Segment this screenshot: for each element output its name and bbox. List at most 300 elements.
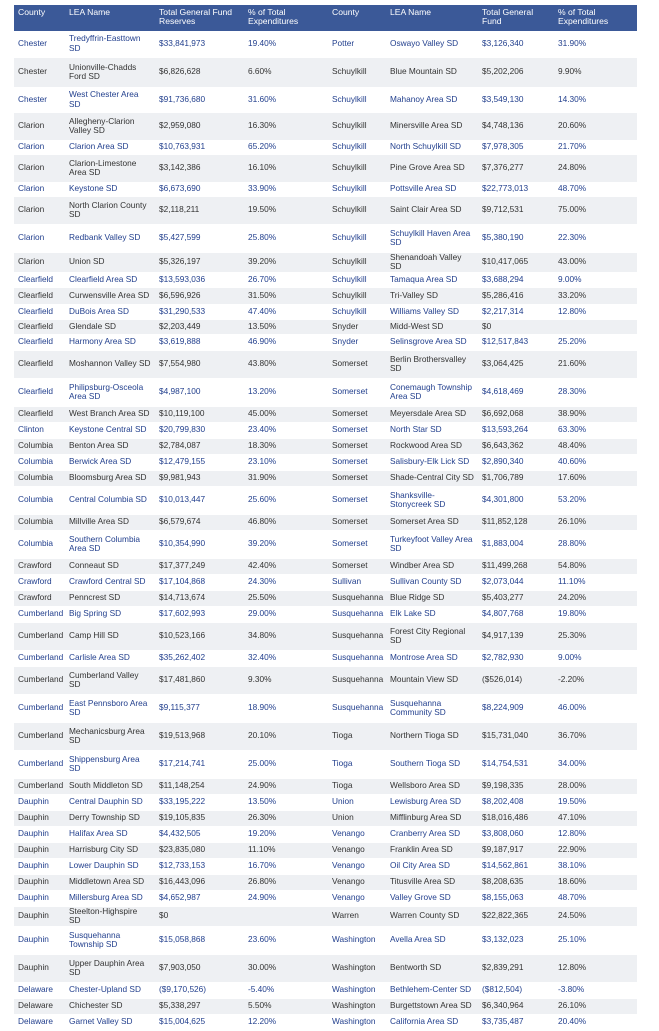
reserves-cell: $3,808,060 <box>478 826 554 842</box>
county-cell: Schuylkill <box>328 140 386 154</box>
pct-cell: 22.90% <box>554 842 637 858</box>
lea-name-cell: Montrose Area SD <box>386 650 478 666</box>
table-body <box>14 31 637 1030</box>
pct-cell: 18.30% <box>244 438 328 454</box>
lea-name-cell: North Schuylkill SD <box>386 140 478 154</box>
pct-cell: 25.10% <box>554 926 637 954</box>
county-cell: Union <box>328 810 386 826</box>
lea-name-cell: Lewisburg Area SD <box>386 794 478 810</box>
reserves-cell: $3,126,340 <box>478 31 554 57</box>
pct-cell: 63.30% <box>554 422 637 438</box>
reserves-cell: $18,016,486 <box>478 810 554 826</box>
county-cell: Dauphin <box>14 890 65 906</box>
table-row <box>14 287 637 304</box>
pct-cell: 26.70% <box>244 272 328 287</box>
lea-name-cell: Lower Dauphin SD <box>65 858 155 874</box>
reserves-cell: $23,835,080 <box>155 842 244 858</box>
pct-cell: 25.30% <box>554 622 637 650</box>
table-row <box>14 140 637 154</box>
county-cell: Dauphin <box>14 874 65 890</box>
lea-name-cell: Somerset Area SD <box>386 514 478 530</box>
pct-cell: 46.80% <box>244 514 328 530</box>
lea-name-cell: Forest City Regional SD <box>386 622 478 650</box>
reserves-cell: $5,326,197 <box>155 252 244 272</box>
pct-cell: 46.90% <box>244 334 328 350</box>
lea-name-cell: East Pennsboro Area SD <box>65 694 155 722</box>
lea-name-cell: Middletown Area SD <box>65 874 155 890</box>
pct-cell: 21.70% <box>554 140 637 154</box>
county-cell: Schuylkill <box>328 252 386 272</box>
lea-name-cell: North Clarion County SD <box>65 196 155 224</box>
lea-name-cell: Philipsburg-Osceola Area SD <box>65 378 155 406</box>
reserves-cell: $6,826,628 <box>155 57 244 87</box>
reserves-cell: $3,735,487 <box>478 1014 554 1030</box>
county-cell: Somerset <box>328 470 386 486</box>
lea-name-cell: Bentworth SD <box>386 954 478 982</box>
reserves-cell: $9,981,943 <box>155 470 244 486</box>
lea-name-cell: Tri-Valley SD <box>386 287 478 304</box>
county-cell: Schuylkill <box>328 154 386 182</box>
reserves-cell: $2,784,087 <box>155 438 244 454</box>
pct-cell: 28.00% <box>554 778 637 794</box>
table-row <box>14 874 637 890</box>
lea-name-cell: Camp Hill SD <box>65 622 155 650</box>
pct-cell: 45.00% <box>244 406 328 422</box>
lea-name-cell: Pottsville Area SD <box>386 182 478 196</box>
pct-cell: 75.00% <box>554 196 637 224</box>
reserves-cell: $10,354,990 <box>155 530 244 558</box>
county-cell: Dauphin <box>14 906 65 926</box>
reserves-cell: $5,427,599 <box>155 224 244 252</box>
county-cell: Schuylkill <box>328 182 386 196</box>
pct-cell: 19.80% <box>554 606 637 622</box>
county-cell: Dauphin <box>14 810 65 826</box>
reserves-cell: $6,673,690 <box>155 182 244 196</box>
table-row <box>14 224 637 252</box>
county-cell: Crawford <box>14 574 65 590</box>
lea-name-cell: Central Dauphin SD <box>65 794 155 810</box>
county-cell: Clearfield <box>14 378 65 406</box>
reserves-cell: $11,148,254 <box>155 778 244 794</box>
pct-cell: 11.10% <box>244 842 328 858</box>
pct-cell: 19.50% <box>554 794 637 810</box>
pct-cell: 19.40% <box>244 31 328 57</box>
reserves-cell: $6,596,926 <box>155 287 244 304</box>
pct-cell: 48.70% <box>554 182 637 196</box>
reserves-cell: $9,712,531 <box>478 196 554 224</box>
table-row <box>14 906 637 926</box>
county-cell: Clarion <box>14 112 65 140</box>
reserves-cell: ($9,170,526) <box>155 982 244 998</box>
county-cell: Cumberland <box>14 750 65 778</box>
county-cell: Schuylkill <box>328 57 386 87</box>
lea-name-cell: Conneaut SD <box>65 558 155 574</box>
lea-name-cell: Berlin Brothersvalley SD <box>386 350 478 378</box>
pct-cell: 26.10% <box>554 514 637 530</box>
reserves-cell: $11,499,268 <box>478 558 554 574</box>
table-row <box>14 826 637 842</box>
county-cell: Schuylkill <box>328 87 386 112</box>
reserves-cell: $33,195,222 <box>155 794 244 810</box>
county-cell: Columbia <box>14 486 65 514</box>
pct-cell: 19.20% <box>244 826 328 842</box>
county-cell: Clarion <box>14 196 65 224</box>
lea-name-cell: Southern Tioga SD <box>386 750 478 778</box>
reserves-cell: $2,839,291 <box>478 954 554 982</box>
reserves-cell: $8,202,408 <box>478 794 554 810</box>
reserves-cell: $15,731,040 <box>478 722 554 750</box>
county-cell: Tioga <box>328 722 386 750</box>
county-cell: Schuylkill <box>328 287 386 304</box>
county-cell: Cumberland <box>14 650 65 666</box>
table-row <box>14 666 637 694</box>
pct-cell: 24.80% <box>554 154 637 182</box>
reserves-cell: $16,443,096 <box>155 874 244 890</box>
lea-name-cell: Penncrest SD <box>65 590 155 606</box>
county-cell: Clearfield <box>14 350 65 378</box>
pct-cell: 40.60% <box>554 454 637 470</box>
header-row <box>14 5 637 31</box>
county-cell: Union <box>328 794 386 810</box>
pct-cell: 14.30% <box>554 87 637 112</box>
pct-cell: 9.90% <box>554 57 637 87</box>
reserves-cell: $3,064,425 <box>478 350 554 378</box>
pct-cell: 12.80% <box>554 826 637 842</box>
county-cell: Sullivan <box>328 574 386 590</box>
reserves-cell: $7,376,277 <box>478 154 554 182</box>
reserves-cell: $6,579,674 <box>155 514 244 530</box>
table-row <box>14 650 637 666</box>
lea-name-cell: Shenandoah Valley SD <box>386 252 478 272</box>
reserves-cell: $3,132,023 <box>478 926 554 954</box>
table-row <box>14 890 637 906</box>
pct-cell: 54.80% <box>554 558 637 574</box>
pct-cell: 21.60% <box>554 350 637 378</box>
pct-cell: 18.90% <box>244 694 328 722</box>
lea-name-cell: Titusville Area SD <box>386 874 478 890</box>
county-cell: Clearfield <box>14 304 65 319</box>
pct-cell: 5.50% <box>244 998 328 1014</box>
reserves-cell: $12,733,153 <box>155 858 244 874</box>
lea-name-cell: Selinsgrove Area SD <box>386 334 478 350</box>
county-cell: Somerset <box>328 558 386 574</box>
reserves-cell: $14,713,674 <box>155 590 244 606</box>
county-cell: Columbia <box>14 514 65 530</box>
pct-cell: 25.50% <box>244 590 328 606</box>
reserves-cell: $2,890,340 <box>478 454 554 470</box>
table-row <box>14 810 637 826</box>
lea-name-cell: Wellsboro Area SD <box>386 778 478 794</box>
lea-name-cell: Warren County SD <box>386 906 478 926</box>
lea-name-cell: West Chester Area SD <box>65 87 155 112</box>
county-cell: Venango <box>328 826 386 842</box>
reserves-cell: $5,286,416 <box>478 287 554 304</box>
reserves-cell: ($812,504) <box>478 982 554 998</box>
pct-cell: 39.20% <box>244 530 328 558</box>
pct-cell: 24.90% <box>244 890 328 906</box>
lea-name-cell: Bethlehem-Center SD <box>386 982 478 998</box>
reserves-cell: $5,202,206 <box>478 57 554 87</box>
lea-name-cell: Big Spring SD <box>65 606 155 622</box>
lea-name-cell: Blue Ridge SD <box>386 590 478 606</box>
pct-cell: 43.80% <box>244 350 328 378</box>
county-cell: Columbia <box>14 530 65 558</box>
county-cell: Somerset <box>328 454 386 470</box>
pct-cell: -3.80% <box>554 982 637 998</box>
county-cell: Susquehanna <box>328 606 386 622</box>
county-cell: Somerset <box>328 350 386 378</box>
reserves-cell: $0 <box>155 906 244 926</box>
county-cell: Cumberland <box>14 622 65 650</box>
lea-name-cell: Clarion Area SD <box>65 140 155 154</box>
county-cell: Delaware <box>14 998 65 1014</box>
pct-cell: 53.20% <box>554 486 637 514</box>
pct-cell: 46.00% <box>554 694 637 722</box>
table-row <box>14 998 637 1014</box>
reserves-cell: $4,432,505 <box>155 826 244 842</box>
pct-cell: 16.30% <box>244 112 328 140</box>
county-cell: Clinton <box>14 422 65 438</box>
reserves-cell: $10,417,065 <box>478 252 554 272</box>
table-row <box>14 694 637 722</box>
reserves-cell: $3,142,386 <box>155 154 244 182</box>
county-cell: Schuylkill <box>328 112 386 140</box>
reserves-cell: $8,155,063 <box>478 890 554 906</box>
pct-cell: 31.90% <box>244 470 328 486</box>
reserves-cell: $3,549,130 <box>478 87 554 112</box>
county-cell: Susquehanna <box>328 666 386 694</box>
lea-name-cell: South Middleton SD <box>65 778 155 794</box>
pct-cell: 47.40% <box>244 304 328 319</box>
pct-cell: 26.30% <box>244 810 328 826</box>
table-row <box>14 334 637 350</box>
lea-name-cell: Blue Mountain SD <box>386 57 478 87</box>
pct-cell: 20.60% <box>554 112 637 140</box>
lea-name-cell: Clearfield Area SD <box>65 272 155 287</box>
county-cell: Clarion <box>14 140 65 154</box>
lea-name-cell: Steelton-Highspire SD <box>65 906 155 926</box>
lea-name-cell: Saint Clair Area SD <box>386 196 478 224</box>
lea-name-cell: Chichester SD <box>65 998 155 1014</box>
reserves-cell: $10,119,100 <box>155 406 244 422</box>
lea-name-cell: Harmony Area SD <box>65 334 155 350</box>
table-row <box>14 926 637 954</box>
lea-name-cell: Schuylkill Haven Area SD <box>386 224 478 252</box>
reserves-cell: $1,706,789 <box>478 470 554 486</box>
county-cell: Dauphin <box>14 794 65 810</box>
table-row <box>14 606 637 622</box>
pct-cell: 25.60% <box>244 486 328 514</box>
pct-cell: 13.20% <box>244 378 328 406</box>
lea-name-cell: Glendale SD <box>65 319 155 334</box>
reserves-cell: $4,652,987 <box>155 890 244 906</box>
col-header-county: County <box>14 5 65 31</box>
reserves-cell: $17,377,249 <box>155 558 244 574</box>
table-row <box>14 590 637 606</box>
pct-cell: -2.20% <box>554 666 637 694</box>
lea-name-cell: Benton Area SD <box>65 438 155 454</box>
table-row <box>14 422 637 438</box>
lea-name-cell: Susquehanna Township SD <box>65 926 155 954</box>
reserves-cell: $2,217,314 <box>478 304 554 319</box>
pct-cell: 28.80% <box>554 530 637 558</box>
county-cell: Venango <box>328 858 386 874</box>
county-cell: Columbia <box>14 454 65 470</box>
reserves-cell: $7,903,050 <box>155 954 244 982</box>
reserves-cell: $7,978,305 <box>478 140 554 154</box>
lea-name-cell: Oil City Area SD <box>386 858 478 874</box>
county-cell: Clearfield <box>14 406 65 422</box>
county-cell: Cumberland <box>14 694 65 722</box>
pct-cell: 20.40% <box>554 1014 637 1030</box>
reserves-cell: $31,290,533 <box>155 304 244 319</box>
pct-cell: 24.90% <box>244 778 328 794</box>
pct-cell: 12.20% <box>244 1014 328 1030</box>
lea-name-cell: Rockwood Area SD <box>386 438 478 454</box>
lea-name-cell: Upper Dauphin Area SD <box>65 954 155 982</box>
lea-name-cell: Crawford Central SD <box>65 574 155 590</box>
county-cell: Columbia <box>14 470 65 486</box>
reserves-cell: $9,187,917 <box>478 842 554 858</box>
county-cell: Potter <box>328 31 386 57</box>
pct-cell: 31.50% <box>244 287 328 304</box>
lea-name-cell: Mechanicsburg Area SD <box>65 722 155 750</box>
reserves-cell: $4,987,100 <box>155 378 244 406</box>
reserves-cell: $13,593,264 <box>478 422 554 438</box>
table-row <box>14 842 637 858</box>
pct-cell: 39.20% <box>244 252 328 272</box>
table-row <box>14 794 637 810</box>
table-row <box>14 31 637 57</box>
pct-cell: 13.50% <box>244 794 328 810</box>
lea-name-cell: Derry Township SD <box>65 810 155 826</box>
pct-cell: 38.90% <box>554 406 637 422</box>
pct-cell: 31.60% <box>244 87 328 112</box>
table-row <box>14 622 637 650</box>
pct-cell: 6.60% <box>244 57 328 87</box>
table-row <box>14 304 637 319</box>
lea-name-cell: Carlisle Area SD <box>65 650 155 666</box>
table-row <box>14 350 637 378</box>
reserves-cell: $12,517,843 <box>478 334 554 350</box>
pct-cell: 33.90% <box>244 182 328 196</box>
county-cell: Somerset <box>328 514 386 530</box>
reserves-cell: $4,917,139 <box>478 622 554 650</box>
pct-cell: 31.90% <box>554 31 637 57</box>
pct-cell: 65.20% <box>244 140 328 154</box>
lea-name-cell: Millersburg Area SD <box>65 890 155 906</box>
reserves-cell: $5,338,297 <box>155 998 244 1014</box>
pct-cell: 48.70% <box>554 890 637 906</box>
county-cell: Venango <box>328 874 386 890</box>
lea-name-cell: Garnet Valley SD <box>65 1014 155 1030</box>
reserves-cell: $15,004,625 <box>155 1014 244 1030</box>
table-row <box>14 196 637 224</box>
pct-cell: 24.30% <box>244 574 328 590</box>
county-cell: Washington <box>328 954 386 982</box>
county-cell: Susquehanna <box>328 694 386 722</box>
lea-name-cell: Burgettstown Area SD <box>386 998 478 1014</box>
reserves-cell: $19,105,835 <box>155 810 244 826</box>
reserves-cell: $17,481,860 <box>155 666 244 694</box>
reserves-cell: $5,403,277 <box>478 590 554 606</box>
pct-cell: 32.40% <box>244 650 328 666</box>
lea-name-cell: Tredyffrin-Easttown SD <box>65 31 155 57</box>
lea-name-cell: Midd-West SD <box>386 319 478 334</box>
lea-name-cell: Susquehanna Community SD <box>386 694 478 722</box>
col-header-lea-name: LEA Name <box>65 5 155 31</box>
lea-name-cell: Shade-Central City SD <box>386 470 478 486</box>
county-cell: Susquehanna <box>328 650 386 666</box>
county-cell: Snyder <box>328 334 386 350</box>
county-cell: Clarion <box>14 224 65 252</box>
pct-cell: 12.80% <box>554 304 637 319</box>
table-row <box>14 530 637 558</box>
county-cell: Delaware <box>14 982 65 998</box>
lea-name-cell: North Star SD <box>386 422 478 438</box>
county-cell: Clarion <box>14 252 65 272</box>
table-row <box>14 57 637 87</box>
county-cell: Washington <box>328 926 386 954</box>
county-cell: Venango <box>328 842 386 858</box>
reserves-cell: $13,593,036 <box>155 272 244 287</box>
reserves-cell: $4,618,469 <box>478 378 554 406</box>
table-row <box>14 954 637 982</box>
reserves-table <box>14 5 637 1031</box>
lea-name-cell: Mifflinburg Area SD <box>386 810 478 826</box>
county-cell: Washington <box>328 982 386 998</box>
pct-cell: 30.00% <box>244 954 328 982</box>
county-cell: Susquehanna <box>328 590 386 606</box>
reserves-cell: $2,782,930 <box>478 650 554 666</box>
pct-cell: 24.20% <box>554 590 637 606</box>
table-row <box>14 1014 637 1030</box>
lea-name-cell: Halifax Area SD <box>65 826 155 842</box>
reserves-cell: $19,513,968 <box>155 722 244 750</box>
lea-name-cell: DuBois Area SD <box>65 304 155 319</box>
reserves-cell: $3,619,888 <box>155 334 244 350</box>
lea-name-cell: Central Columbia SD <box>65 486 155 514</box>
pct-cell: -5.40% <box>244 982 328 998</box>
table-row <box>14 778 637 794</box>
county-cell: Tioga <box>328 778 386 794</box>
county-cell: Schuylkill <box>328 304 386 319</box>
col-header-pct-expenditures-right: % of Total Expenditures <box>554 5 637 31</box>
pct-cell: 42.40% <box>244 558 328 574</box>
lea-name-cell: Cumberland Valley SD <box>65 666 155 694</box>
reserves-cell: $17,602,993 <box>155 606 244 622</box>
table-row <box>14 470 637 486</box>
table-row <box>14 252 637 272</box>
pct-cell: 11.10% <box>554 574 637 590</box>
lea-name-cell: Millville Area SD <box>65 514 155 530</box>
county-cell: Somerset <box>328 406 386 422</box>
county-cell: Dauphin <box>14 954 65 982</box>
reserves-cell: $10,523,166 <box>155 622 244 650</box>
reserves-cell: $10,013,447 <box>155 486 244 514</box>
pct-cell: 28.30% <box>554 378 637 406</box>
lea-name-cell: Keystone SD <box>65 182 155 196</box>
col-header-fund-right: Total General Fund <box>478 5 554 31</box>
pct-cell: 26.80% <box>244 874 328 890</box>
lea-name-cell: Shanksville-Stonycreek SD <box>386 486 478 514</box>
county-cell: Schuylkill <box>328 272 386 287</box>
reserves-cell: $14,754,531 <box>478 750 554 778</box>
reserves-cell: $6,692,068 <box>478 406 554 422</box>
lea-name-cell: Mountain View SD <box>386 666 478 694</box>
pct-cell: 25.80% <box>244 224 328 252</box>
lea-name-cell: Franklin Area SD <box>386 842 478 858</box>
